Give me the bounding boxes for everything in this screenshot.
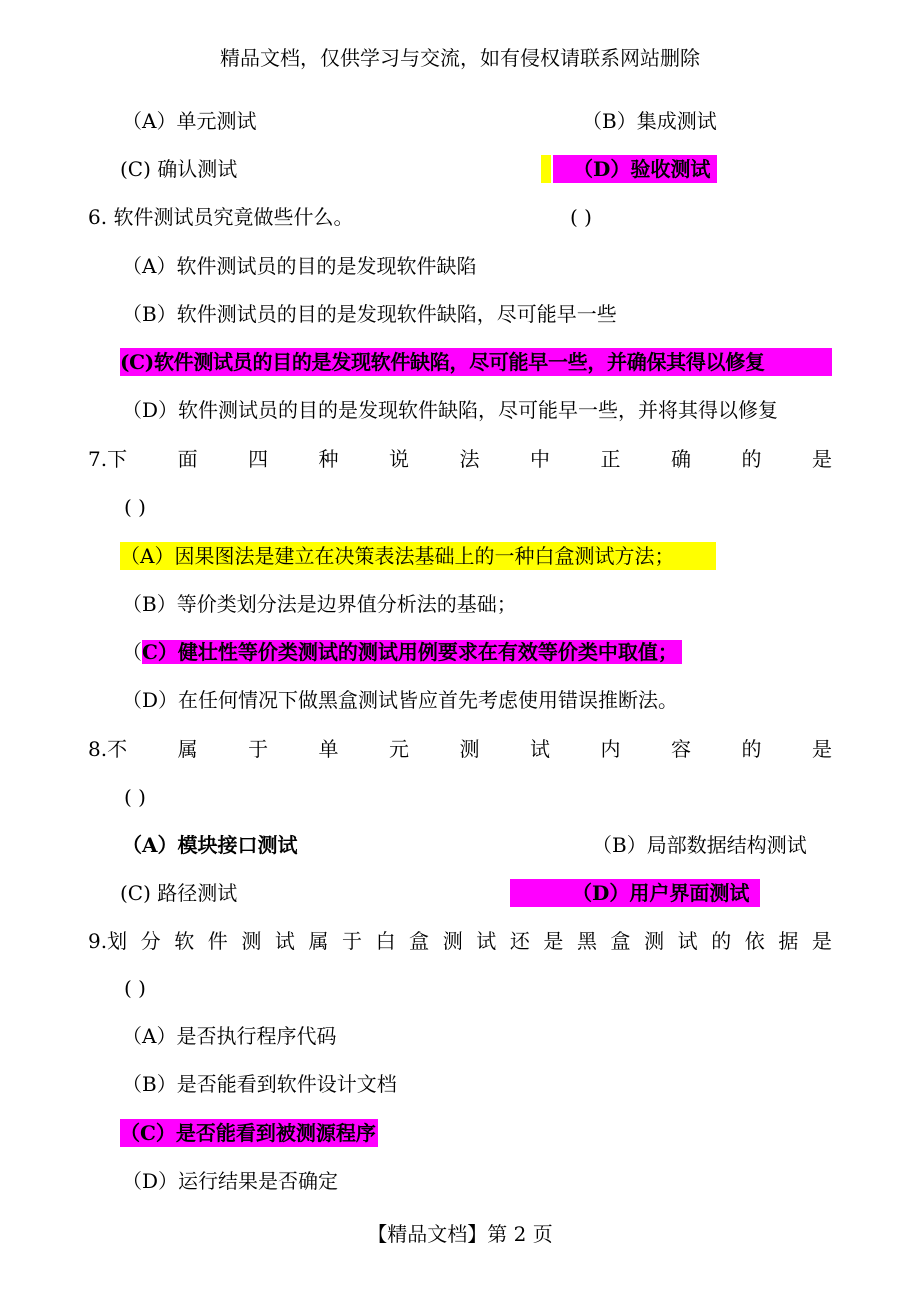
highlight-mark [541,155,551,183]
q7-option-d: （D）在任何情况下做黑盒测试皆应首先考虑使用错误推断法。 [122,688,679,712]
q8-option-c: (C) 路径测试 [120,881,238,905]
q8-option-d: （D）用户界面测试 [572,881,750,905]
q9-option-a: （A）是否执行程序代码 [122,1024,337,1048]
q9-stem: 9.划 分 软 件 测 试 属 于 白 盒 测 试 还 是 黑 盒 测 试 的 依 据 是 [88,929,832,953]
q6-option-a: （A）软件测试员的目的是发现软件缺陷 [122,254,477,278]
q6-option-c: (C)软件测试员的目的是发现软件缺陷，尽可能早一些，并确保其得以修复 [120,348,832,376]
q5-option-d: （D）验收测试 [573,157,711,181]
q7-option-a: （A）因果图法是建立在决策表法基础上的一种白盒测试方法； [120,542,716,570]
q6-option-b: （B）软件测试员的目的是发现软件缺陷，尽可能早一些 [122,302,617,326]
q8-answer-paren: ( ) [124,785,146,809]
q8-stem: 8.不 属 于 单 元 测 试 内 容 的 是 [88,737,832,761]
q7-stem: 7.下 面 四 种 说 法 中 正 确 的 是 [88,447,832,471]
q9-option-b: （B）是否能看到软件设计文档 [122,1072,397,1096]
q6-stem: 6. 软件测试员究竟做些什么。 [88,205,354,229]
q9-option-c: （C）是否能看到被测源程序 [120,1121,376,1145]
q7-answer-paren: ( ) [124,495,146,519]
page-footer: 【精品文档】第 2 页 [367,1222,553,1246]
q6-answer-paren: ( ) [570,205,592,229]
q9-answer-paren: ( ) [124,976,146,1000]
q5-option-b: （B）集成测试 [582,109,717,133]
q8-option-a: （A）模块接口测试 [122,833,298,857]
q9-option-d: （D）运行结果是否确定 [122,1169,339,1193]
page-header: 精品文档，仅供学习与交流，如有侵权请联系网站删除 [220,46,700,70]
q5-option-c: (C) 确认测试 [120,157,238,181]
q8-option-b: （B）局部数据结构测试 [592,833,807,857]
q6-option-d: （D）软件测试员的目的是发现软件缺陷，尽可能早一些，并将其得以修复 [122,398,779,422]
q7-option-b: （B）等价类划分法是边界值分析法的基础； [122,592,517,616]
q5-option-a: （A）单元测试 [122,109,257,133]
q7-option-c: （C）健壮性等价类测试的测试用例要求在有效等价类中取值； [122,638,682,666]
